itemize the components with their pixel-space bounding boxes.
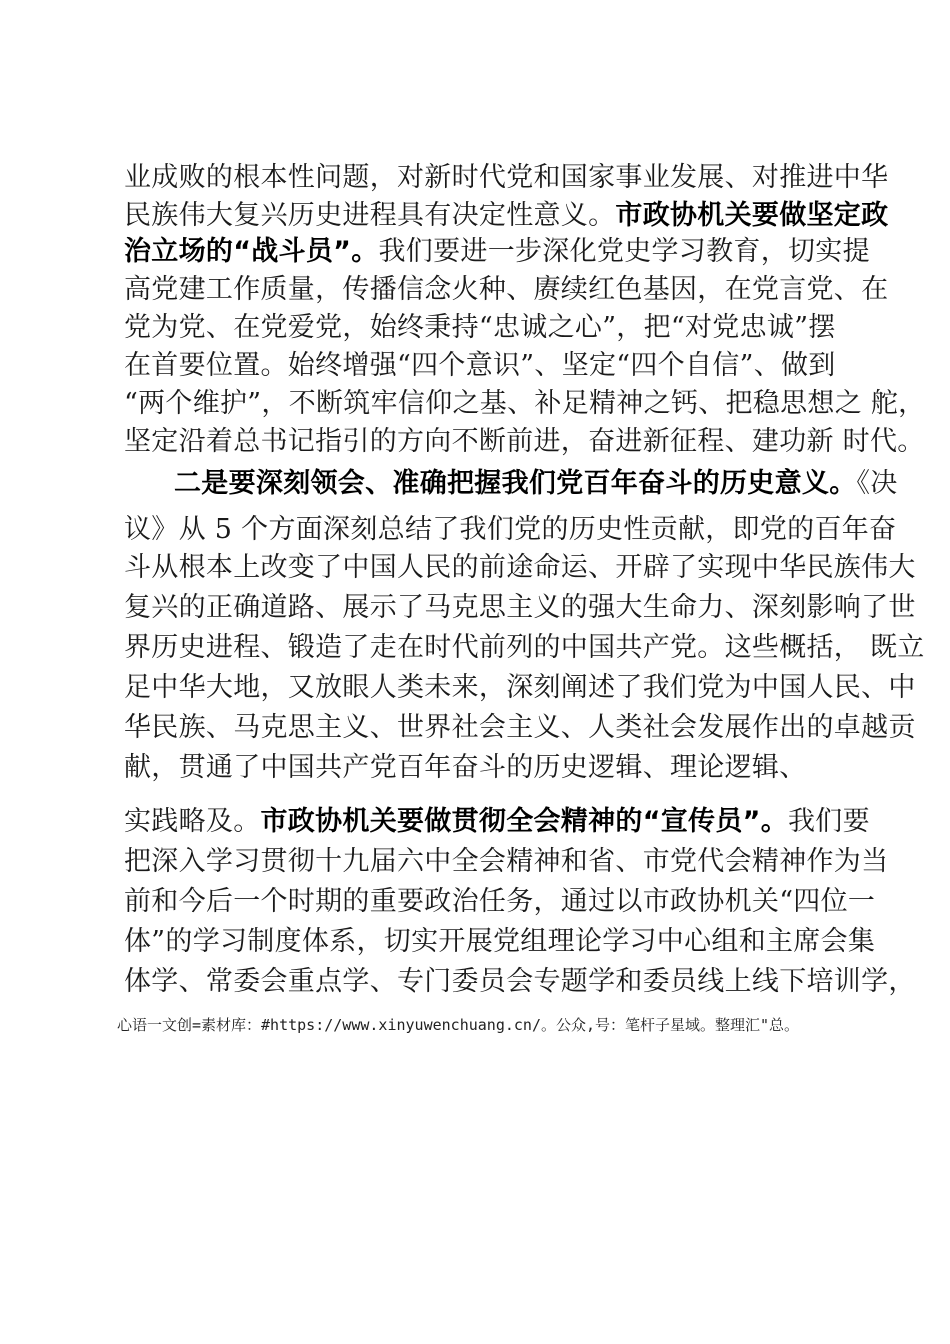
paragraph-2-line-8: 献，贯通了中国共产党百年奋斗的历史逻辑、理论逻辑、 (124, 752, 807, 783)
paragraph-1-line-4: 高党建工作质量，传播信念火种、赓续红色基因，在党言党、在 (124, 274, 889, 305)
paragraph-2-line-1: 二是要深刻领会、准确把握我们党百年奋斗的历史意义。《决 (174, 468, 898, 499)
paragraph-2-line-5: 界历史进程、锻造了走在时代前列的中国共产党。这些概括， 既立 (124, 632, 925, 663)
paragraph-3-line-4: 体”的学习制度体系，切实开展党组理论学习中心组和主席会集 (124, 926, 876, 957)
paragraph-3-line-2: 把深入学习贯彻十九届六中全会精神和省、市党代会精神作为当 (124, 846, 889, 877)
paragraph-1-line-6: 在首要位置。始终增强“四个意识”、坚定“四个自信”、做到 (124, 350, 836, 381)
paragraph-2-line-4: 复兴的正确道路、展示了马克思主义的强大生命力、深刻影响了世 (124, 592, 916, 623)
paragraph-2-line-2: 议》从 5 个方面深刻总结了我们党的历史性贡献，即党的百年奋 (124, 514, 897, 545)
paragraph-3-line-3: 前和今后一个时期的重要政治任务，通过以市政协机关“四位一 (124, 886, 876, 917)
paragraph-3-line-5: 体学、常委会重点学、专门委员会专题学和委员线上线下培训学， (124, 966, 916, 997)
bold-heading-propagandist: 市政协机关要做贯彻全会精神的“宣传员”。 (260, 806, 788, 837)
paragraph-1-line-3: 治立场的“战斗员”。我们要进一步深化党史学习教育，切实提 (124, 236, 870, 267)
paragraph-1-line-8: 坚定沿着总书记指引的方向不断前进，奋进新征程、建功新 时代。 (124, 426, 925, 457)
bold-heading-historical-significance: 二是要深刻领会、准确把握我们党百年奋斗的历史意义。 (174, 468, 857, 499)
paragraph-3-line-1: 实践略及。市政协机关要做贯彻全会精神的“宣传员”。我们要 (124, 806, 870, 837)
paragraph-1-line-2: 民族伟大复兴历史进程具有决定性意义。市政协机关要做坚定政 (124, 200, 889, 231)
paragraph-1-line-1: 业成败的根本性问题，对新时代党和国家事业发展、对推进中华 (124, 162, 889, 193)
bold-heading-combatant: 市政协机关要做坚定政 (615, 200, 889, 231)
paragraph-1-line-5: 党为党、在党爱党，始终秉持“忠诚之心”，把“对党忠诚”摆 (124, 312, 836, 343)
paragraph-1-line-7: “两个维护”，不断筑牢信仰之基、补足精神之钙、把稳思想之 舵， (124, 388, 926, 419)
paragraph-2-line-6: 足中华大地，又放眼人类未来，深刻阐述了我们党为中国人民、中 (124, 672, 916, 703)
paragraph-2-line-7: 华民族、马克思主义、世界社会主义、人类社会发展作出的卓越贡 (124, 712, 916, 743)
paragraph-2-line-3: 斗从根本上改变了中国人民的前途命运、开辟了实现中华民族伟大 (124, 552, 916, 583)
source-footer: 心语一文创=素材库：#https://www.xinyuwenchuang.cn/。公众,号：笔杆子星域。整理汇"总。 (117, 1016, 800, 1034)
bold-heading-combatant-cont: 治立场的“战斗员”。 (124, 236, 379, 267)
